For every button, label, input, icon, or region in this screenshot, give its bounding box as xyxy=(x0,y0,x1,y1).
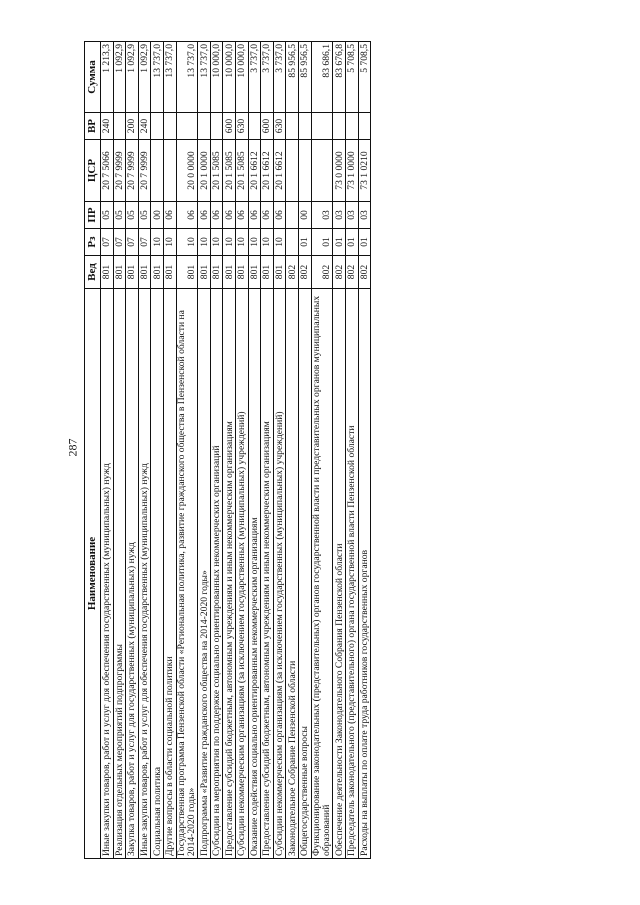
row-rz: 10 xyxy=(163,229,176,256)
row-name: Социальная политика xyxy=(151,289,164,859)
row-ved: 802 xyxy=(286,256,299,289)
row-pr xyxy=(286,202,299,229)
row-sum: 1 092,9 xyxy=(113,42,126,113)
row-name: Общегосударственные вопросы xyxy=(299,289,312,859)
row-rz: 01 xyxy=(299,229,312,256)
row-sum: 10 000,0 xyxy=(236,42,249,113)
row-pr: 03 xyxy=(345,202,358,229)
row-ved: 802 xyxy=(299,256,312,289)
row-csr: 20 1 6612 xyxy=(273,140,286,202)
table-row xyxy=(311,42,333,859)
row-name: Подпрограмма «Развитие гражданского общества на 2014-2020 годы» xyxy=(198,289,211,859)
row-csr: 20 1 5085 xyxy=(223,140,236,202)
row-csr: 20 1 5085 xyxy=(210,140,223,202)
row-vr xyxy=(210,113,223,140)
row-csr: 73 1 0210 xyxy=(358,140,371,202)
row-pr: 06 xyxy=(163,202,176,229)
row-vr: 240 xyxy=(101,113,114,140)
table-row xyxy=(163,42,176,859)
row-rz: 10 xyxy=(236,229,249,256)
row-pr: 03 xyxy=(333,202,346,229)
row-csr: 73 0 0000 xyxy=(333,140,346,202)
row-name: Обеспечение деятельности Законодательного Собрания Пензенской области xyxy=(333,289,346,859)
row-sum: 83 676,8 xyxy=(333,42,346,113)
row-pr: 06 xyxy=(223,202,236,229)
row-sum: 5 708,5 xyxy=(345,42,358,113)
row-name: Иные закупки товаров, работ и услуг для обеспечения государственных (муниципальных) нужд xyxy=(138,289,151,859)
row-sum: 5 708,5 xyxy=(358,42,371,113)
row-sum: 3 737,0 xyxy=(261,42,274,113)
row-sum: 13 737,0 xyxy=(198,42,211,113)
row-ved: 802 xyxy=(345,256,358,289)
col-header-vr: ВР xyxy=(85,113,101,140)
row-csr xyxy=(151,140,164,202)
row-name: Другие вопросы в области социальной политики xyxy=(163,289,176,859)
table-row xyxy=(333,42,346,859)
row-csr: 73 1 0000 xyxy=(345,140,358,202)
row-pr: 05 xyxy=(101,202,114,229)
table-row xyxy=(248,42,261,859)
row-name: Субсидии на мероприятия по поддержке социально ориентированных некоммерческих организаций xyxy=(210,289,223,859)
col-header-ved: Вед xyxy=(85,256,101,289)
row-pr: 00 xyxy=(299,202,312,229)
row-sum: 83 686,1 xyxy=(311,42,333,113)
row-vr: 240 xyxy=(138,113,151,140)
table-row xyxy=(236,42,249,859)
table-row xyxy=(126,42,139,859)
row-rz: 07 xyxy=(113,229,126,256)
row-vr xyxy=(198,113,211,140)
row-rz: 07 xyxy=(126,229,139,256)
row-vr xyxy=(333,113,346,140)
row-csr xyxy=(163,140,176,202)
row-name: Законодательное Собрание Пензенской области xyxy=(286,289,299,859)
row-rz: 07 xyxy=(138,229,151,256)
table-row xyxy=(198,42,211,859)
row-ved: 801 xyxy=(101,256,114,289)
row-pr: 00 xyxy=(151,202,164,229)
row-rz: 10 xyxy=(248,229,261,256)
table-row xyxy=(101,42,114,859)
row-sum: 85 956,5 xyxy=(286,42,299,113)
row-name: Предоставление субсидий бюджетным, автономным учреждениям и иным некоммерческим организациям xyxy=(223,289,236,859)
budget-table xyxy=(84,41,371,859)
row-vr xyxy=(248,113,261,140)
row-vr: 630 xyxy=(273,113,286,140)
row-vr: 200 xyxy=(126,113,139,140)
row-ved: 801 xyxy=(198,256,211,289)
row-ved: 802 xyxy=(311,256,333,289)
row-ved: 802 xyxy=(333,256,346,289)
table-row xyxy=(223,42,236,859)
row-ved: 802 xyxy=(358,256,371,289)
row-sum: 10 000,0 xyxy=(223,42,236,113)
row-csr xyxy=(299,140,312,202)
row-csr: 20 7 5066 xyxy=(101,140,114,202)
row-vr: 600 xyxy=(223,113,236,140)
row-ved: 801 xyxy=(236,256,249,289)
table-row xyxy=(345,42,358,859)
row-rz: 10 xyxy=(198,229,211,256)
row-ved: 801 xyxy=(210,256,223,289)
row-name: Оказание содействия социально ориентированным некоммерческим организациям xyxy=(248,289,261,859)
table-row xyxy=(261,42,274,859)
row-name: Закупка товаров, работ и услуг для государственных (муниципальных) нужд xyxy=(126,289,139,859)
row-ved: 801 xyxy=(176,256,198,289)
row-csr: 20 7 9999 xyxy=(126,140,139,202)
table-row xyxy=(113,42,126,859)
row-sum: 3 737,0 xyxy=(248,42,261,113)
page-number: 287 xyxy=(65,438,80,457)
row-rz: 10 xyxy=(210,229,223,256)
row-vr xyxy=(358,113,371,140)
row-csr: 20 1 6612 xyxy=(248,140,261,202)
row-vr xyxy=(176,113,198,140)
row-pr: 06 xyxy=(176,202,198,229)
row-name: Предоставление субсидий бюджетным, автономным учреждениям и иным некоммерческим организациям xyxy=(261,289,274,859)
row-name: Расходы на выплаты по оплате труда работников государственных органов xyxy=(358,289,371,859)
row-csr: 20 0 0000 xyxy=(176,140,198,202)
row-vr xyxy=(286,113,299,140)
row-rz: 10 xyxy=(261,229,274,256)
row-ved: 801 xyxy=(273,256,286,289)
row-rz xyxy=(286,229,299,256)
table-row xyxy=(176,42,198,859)
row-ved: 801 xyxy=(151,256,164,289)
row-pr: 03 xyxy=(358,202,371,229)
row-vr: 630 xyxy=(236,113,249,140)
row-vr xyxy=(345,113,358,140)
row-rz: 01 xyxy=(311,229,333,256)
row-pr: 06 xyxy=(261,202,274,229)
table-row xyxy=(151,42,164,859)
row-ved: 801 xyxy=(138,256,151,289)
row-name: Председатель законодательного (представительного) органа государственной власти Пензенской области xyxy=(345,289,358,859)
row-sum: 1 213,3 xyxy=(101,42,114,113)
col-header-rz: Рз xyxy=(85,229,101,256)
row-ved: 801 xyxy=(261,256,274,289)
col-header-pr: ПР xyxy=(85,202,101,229)
row-rz: 01 xyxy=(345,229,358,256)
row-ved: 801 xyxy=(163,256,176,289)
row-pr: 06 xyxy=(210,202,223,229)
row-vr: 600 xyxy=(261,113,274,140)
row-csr xyxy=(286,140,299,202)
row-csr: 20 7 9999 xyxy=(113,140,126,202)
row-sum: 3 737,0 xyxy=(273,42,286,113)
row-csr: 20 1 5085 xyxy=(236,140,249,202)
row-ved: 801 xyxy=(126,256,139,289)
row-rz: 07 xyxy=(101,229,114,256)
table-header-row xyxy=(85,42,101,859)
row-rz: 01 xyxy=(358,229,371,256)
row-ved: 801 xyxy=(248,256,261,289)
col-header-sum: Сумма xyxy=(85,42,101,113)
row-sum: 10 000,0 xyxy=(210,42,223,113)
row-name: Иные закупки товаров, работ и услуг для обеспечения государственных (муниципальных) нужд xyxy=(101,289,114,859)
row-sum: 13 737,0 xyxy=(151,42,164,113)
row-pr: 03 xyxy=(311,202,333,229)
table-row xyxy=(273,42,286,859)
row-name: Функционирование законодательных (представительных) органов государственной власти и представительных органов муниципальных образований xyxy=(311,289,333,859)
row-name: Субсидии некоммерческим организациям (за исключением государственных (муниципальных) учреждений) xyxy=(236,289,249,859)
row-vr xyxy=(113,113,126,140)
row-sum: 13 737,0 xyxy=(176,42,198,113)
table-row xyxy=(286,42,299,859)
table-row xyxy=(299,42,312,859)
row-csr xyxy=(311,140,333,202)
budget-table-container xyxy=(84,42,528,859)
row-pr: 05 xyxy=(113,202,126,229)
row-sum: 1 092,9 xyxy=(126,42,139,113)
row-pr: 06 xyxy=(248,202,261,229)
row-rz: 10 xyxy=(176,229,198,256)
row-rz: 01 xyxy=(333,229,346,256)
row-pr: 05 xyxy=(126,202,139,229)
row-csr: 20 1 0000 xyxy=(198,140,211,202)
row-vr xyxy=(163,113,176,140)
row-pr: 06 xyxy=(236,202,249,229)
row-vr xyxy=(311,113,333,140)
row-name: Субсидии некоммерческим организациям (за исключением государственных (муниципальных) учреждений) xyxy=(273,289,286,859)
table-row xyxy=(138,42,151,859)
row-name: Государственная программа Пензенской области «Региональная политика, развитие гражданского общества в Пензенской области на 2014-2020 годы» xyxy=(176,289,198,859)
row-sum: 1 092,9 xyxy=(138,42,151,113)
row-sum: 85 956,5 xyxy=(299,42,312,113)
row-rz: 10 xyxy=(151,229,164,256)
table-row xyxy=(210,42,223,859)
row-rz: 10 xyxy=(273,229,286,256)
row-csr: 20 1 6612 xyxy=(261,140,274,202)
row-name: Реализация отдельных мероприятий подпрограммы xyxy=(113,289,126,859)
row-rz: 10 xyxy=(223,229,236,256)
row-pr: 06 xyxy=(273,202,286,229)
table-row xyxy=(358,42,371,859)
row-sum: 13 737,0 xyxy=(163,42,176,113)
row-ved: 801 xyxy=(223,256,236,289)
row-ved: 801 xyxy=(113,256,126,289)
row-vr xyxy=(299,113,312,140)
row-pr: 05 xyxy=(138,202,151,229)
col-header-name: Наименование xyxy=(85,289,101,859)
row-vr xyxy=(151,113,164,140)
row-csr: 20 7 9999 xyxy=(138,140,151,202)
row-pr: 06 xyxy=(198,202,211,229)
col-header-csr: ЦСР xyxy=(85,140,101,202)
